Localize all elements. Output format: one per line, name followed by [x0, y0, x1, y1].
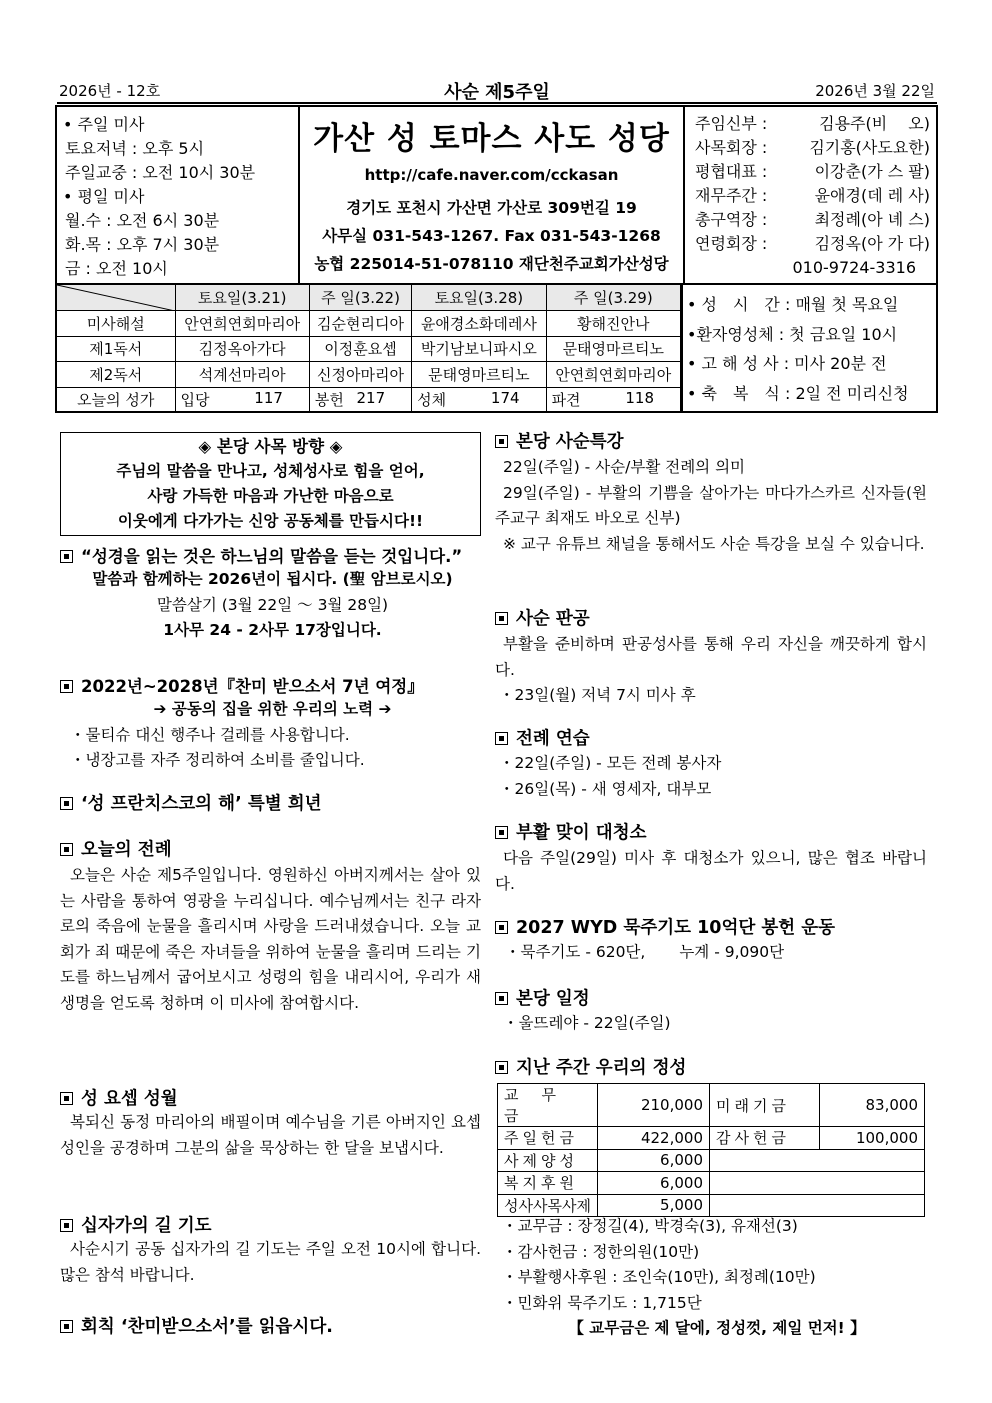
offering-amount: 83,000	[820, 1084, 925, 1127]
section-heading	[60, 1313, 485, 1338]
cross-body: 사순시기 공동 십자가의 길 기도는 주일 오전 10시에 합니다. 많은 참석 바랍니다.	[60, 1240, 481, 1284]
word-title: “성경을 읽는 것은 하느님의 말씀을 듣는 것입니다.”	[81, 547, 463, 566]
offering-label: 사제양성	[498, 1149, 598, 1172]
practice-title: 전례 연습	[516, 729, 590, 749]
table-row	[57, 311, 681, 337]
song-number: 217	[356, 389, 386, 408]
events-section	[495, 985, 927, 1037]
section-heading	[60, 790, 485, 815]
offering-amount: 6,000	[598, 1172, 710, 1195]
song-cell	[175, 387, 309, 413]
song-number: 118	[625, 389, 654, 408]
table-cell: 신정아마리아	[309, 362, 411, 388]
table-cell: 이정훈요셉	[309, 336, 411, 362]
word-sub: 말씀과 함께하는 2026년이 됩시다. (聖 암브로시오)	[92, 570, 453, 588]
mass-line: • 평일 미사	[63, 187, 145, 206]
mass-line: 금 : 오전 10시	[65, 259, 168, 278]
song-name: 성체	[417, 391, 447, 410]
table-row	[498, 1127, 925, 1150]
laudato-section	[60, 673, 485, 774]
officer-role: 연령회장 :	[695, 234, 768, 253]
officer-name: 최정례(아 녜 스)	[814, 210, 930, 229]
mass-line: • 주일 미사	[63, 115, 145, 134]
section-heading	[495, 985, 927, 1010]
officer-phone: 010-9724-3316	[792, 258, 916, 277]
sacrament-line: • 축 복 식 : 2일 전 미리신청	[687, 383, 909, 403]
donor-line: ・감사헌금 : 정한의원(10만)	[502, 1242, 700, 1261]
offering-label: 미래기금	[710, 1084, 820, 1127]
wyd-title: 2027 WYD 묵주기도 10억단 봉헌 운동	[516, 918, 836, 938]
word-section	[60, 543, 485, 644]
laudato-item: ・물티슈 대신 행주나 걸레를 사용합니다.	[70, 725, 350, 744]
lecture-line: 22일(주일) - 사순/부활 전례의 의미	[503, 458, 746, 476]
lecture-note: ※ 교구 유튜브 채널을 통해서도 사순 특강을 보실 수 있습니다.	[503, 534, 925, 553]
table-cell: 문태영마르티노	[546, 336, 680, 362]
table-row	[498, 1149, 925, 1172]
service-schedule-table	[57, 285, 681, 413]
table-row	[57, 362, 681, 388]
practice-item: ・22일(주일) - 모든 전례 봉사자	[499, 754, 722, 772]
square-bullet-icon	[60, 680, 73, 693]
table-row	[57, 387, 681, 413]
joseph-title: 성 요셉 성월	[81, 1089, 178, 1109]
church-info	[300, 107, 685, 283]
offering-amount: 5,000	[598, 1194, 710, 1217]
offering-label: 교 무 금	[498, 1084, 598, 1127]
sacrament-line: • 성 시 간 : 매월 첫 목요일	[687, 295, 899, 314]
diagonal-line	[57, 285, 175, 311]
section-heading	[495, 1054, 927, 1079]
section-heading	[495, 725, 927, 750]
table-row	[498, 1084, 925, 1127]
table-cell: 석계선마리아	[175, 362, 309, 388]
penance-section	[495, 605, 927, 709]
slogan: 【 교무금은 제 달에, 정성껏, 제일 먼저! 】	[568, 1319, 866, 1337]
bank-account: 농협 225014-51-078110 재단천주교회가산성당	[314, 255, 669, 273]
song-name: 봉헌	[314, 391, 344, 410]
section-heading	[495, 605, 927, 630]
song-name: 입당	[180, 391, 210, 410]
section-heading	[60, 673, 485, 697]
lecture-title: 본당 사순특강	[516, 432, 624, 452]
table-cell: 안연희연회마리아	[546, 362, 680, 388]
laudato-title: 2022년~2028년『찬미 받으소서 7년 여정』	[81, 677, 424, 696]
section-heading	[495, 819, 927, 844]
table-cell: 박기남보니파시오	[412, 336, 546, 362]
officer-row	[695, 232, 930, 256]
liturgy-title: 오늘의 전례	[81, 840, 172, 860]
square-bullet-icon	[60, 1219, 73, 1232]
section-heading	[60, 836, 481, 861]
offering-amount: 210,000	[598, 1084, 710, 1127]
events-title: 본당 일정	[516, 989, 590, 1009]
table-cell: 문태영마르티노	[412, 362, 546, 388]
row-label: 제1독서	[57, 336, 175, 362]
officers	[685, 107, 936, 283]
cleaning-body: 다음 주일(29일) 미사 후 대청소가 있으니, 많은 협조 바랍니다.	[495, 849, 927, 893]
song-number: 174	[490, 389, 520, 408]
square-bullet-icon	[495, 826, 508, 839]
penance-body: 부활을 준비하며 판공성사를 통해 우리 자신을 깨끗하게 합시다.	[495, 635, 927, 679]
word-period: 말씀살기 (3월 22일 ～ 3월 28일)	[156, 595, 389, 614]
offering-table	[497, 1083, 925, 1217]
officer-row	[695, 208, 930, 232]
offering-title: 지난 주간 우리의 정성	[516, 1058, 687, 1078]
office-phone: 사무실 031-543-1267. Fax 031-543-1268	[322, 227, 661, 245]
offering-amount: 100,000	[820, 1127, 925, 1150]
penance-item: ・23일(월) 저녁 7시 미사 후	[499, 686, 696, 704]
wyd-item	[495, 940, 927, 966]
word-reading: 1사무 24 - 2사무 17장입니다.	[163, 621, 382, 639]
sacrament-line: •환자영성체 : 첫 금요일 10시	[687, 324, 898, 344]
empty-cell	[710, 1149, 925, 1172]
liturgy-section	[60, 836, 481, 1016]
officer-role: 평협대표 :	[695, 162, 768, 181]
table-row	[498, 1172, 925, 1195]
officer-name: 김기홍(사도요한)	[809, 138, 930, 157]
square-bullet-icon	[495, 435, 508, 448]
mass-times	[57, 107, 300, 283]
officer-name: 윤애경(데 레 사)	[814, 186, 930, 205]
song-number: 117	[254, 389, 283, 408]
rule-title: 회칙 ‘찬미받으소서’를 읽읍시다.	[81, 1317, 333, 1337]
song-cell	[309, 387, 411, 413]
section-heading	[60, 543, 485, 567]
section-heading	[60, 1085, 481, 1110]
cleaning-section	[495, 819, 927, 897]
mission-box	[60, 432, 481, 536]
mission-line: 사랑 가득한 마음과 가난한 마음으로	[147, 487, 394, 505]
song-cell	[546, 387, 680, 413]
officer-row	[695, 160, 930, 184]
mission-line: 이웃에게 다가가는 신앙 공동체를 만듭시다!!	[117, 512, 424, 530]
diagonal-cell	[57, 285, 175, 311]
row-label: 미사해설	[57, 311, 175, 337]
mission-line: 주님의 말씀을 만나고, 성체성사로 힘을 얻어,	[116, 462, 425, 480]
penance-title: 사순 판공	[516, 609, 590, 629]
officer-role: 총구역장 :	[695, 210, 768, 229]
table-cell: 안연희연회마리아	[175, 311, 309, 337]
officer-name: 김정옥(아 가 다)	[814, 234, 930, 253]
offering-amount: 422,000	[598, 1127, 710, 1150]
practice-section	[495, 725, 927, 802]
table-cell: 김정옥아가다	[175, 336, 309, 362]
row-label: 오늘의 성가	[57, 387, 175, 413]
mission-title: ◈ 본당 사목 방향 ◈	[198, 437, 343, 456]
joseph-body: 복되신 동정 마리아의 배필이며 예수님을 기른 아버지인 요셉 성인을 공경하며 그분의 삶을 묵상하는 한 달을 보냅시다.	[60, 1113, 481, 1157]
mass-line: 토요저녁 : 오후 5시	[65, 139, 205, 158]
donor-line: ・민화위 묵주기도 : 1,715단	[502, 1293, 702, 1312]
page-title: 사순 제5주일	[444, 82, 550, 103]
square-bullet-icon	[495, 1061, 508, 1074]
laudato-sub: ➔ 공동의 집을 위한 우리의 노력 ➔	[153, 700, 392, 718]
francis-title: ‘성 프란치스코의 해’ 특별 희년	[81, 794, 322, 814]
square-bullet-icon	[60, 1320, 73, 1333]
cross-section	[60, 1212, 481, 1288]
song-cell	[412, 387, 546, 413]
section-heading	[60, 1212, 481, 1237]
header-box	[55, 105, 938, 285]
date-header: 토요일(3.28)	[412, 285, 546, 311]
table-cell: 황해진안나	[546, 311, 680, 337]
mass-line: 월.수 : 오전 6시 30분	[65, 211, 220, 230]
section-heading	[495, 428, 927, 453]
joseph-section	[60, 1085, 481, 1161]
donor-line: ・교무금 : 장정길(4), 박경숙(3), 유재선(3)	[502, 1217, 798, 1235]
cafe-link[interactable]: http://cafe.naver.com/cckasan	[364, 166, 619, 184]
date-header: 주 일(3.29)	[546, 285, 680, 311]
song-name: 파견	[551, 391, 581, 410]
square-bullet-icon	[60, 550, 73, 563]
cleaning-title: 부활 맞이 대청소	[516, 823, 647, 843]
date-header: 토요일(3.21)	[175, 285, 309, 311]
offering-label: 주일헌금	[498, 1127, 598, 1150]
church-address: 경기도 포천시 가산면 가산로 309번길 19	[346, 199, 637, 217]
officer-row	[695, 136, 930, 160]
square-bullet-icon	[60, 843, 73, 856]
cross-title: 십자가의 길 기도	[81, 1216, 212, 1236]
events-item: ・울뜨레야 - 22일(주일)	[503, 1014, 671, 1032]
laudato-item: ・냉장고를 자주 정리하여 소비를 줄입니다.	[70, 751, 365, 769]
officer-row	[695, 184, 930, 208]
sacraments-info	[681, 285, 936, 411]
liturgy-body: 오늘은 사순 제5주일입니다. 영원하신 아버지께서는 살아 있는 사람을 통하여 영광을 누리십니다. 예수님께서는 친구 라자로의 죽음에 눈물을 흘리시며 사랑을 드러내셨습니다. 오늘 교회가 죄 때문에 죽은 자녀들을 위하여 눈물을 흘리며 드리는 기도를 하느님께서 굽어보시고 성령의 힘을 내리시어, 우리가 새 생명을 얻도록 청하며 이 미사에 참여합시다.	[60, 866, 481, 1012]
officer-role: 사목회장 :	[695, 138, 768, 157]
square-bullet-icon	[60, 797, 73, 810]
officer-name: 김용주(비 오)	[819, 114, 930, 133]
sacrament-line: • 고 해 성 사 : 미사 20분 전	[687, 354, 887, 373]
square-bullet-icon	[60, 1092, 73, 1105]
table-cell: 김순현리디아	[309, 311, 411, 337]
issue-date: 2026년 3월 22일	[815, 82, 935, 100]
square-bullet-icon	[495, 921, 508, 934]
schedule-box	[55, 285, 938, 413]
empty-cell	[710, 1172, 925, 1195]
mass-line: 주일교중 : 오전 10시 30분	[65, 163, 256, 182]
square-bullet-icon	[495, 992, 508, 1005]
church-name: 가산 성 토마스 사도 성당	[313, 121, 670, 157]
offering-label: 감사헌금	[710, 1127, 820, 1150]
officer-role: 재무주간 :	[695, 186, 768, 205]
square-bullet-icon	[495, 732, 508, 745]
offering-amount: 6,000	[598, 1149, 710, 1172]
officer-role: 주임신부 :	[695, 114, 768, 133]
lecture-line: 29일(주일) - 부활의 기쁨을 살아가는 마다가스카르 신자들(원주교구 최재도 바오로 신부)	[495, 483, 927, 527]
square-bullet-icon	[495, 612, 508, 625]
row-label: 제2독서	[57, 362, 175, 388]
officer-name: 이강춘(가 스 팔)	[814, 162, 930, 181]
table-row	[57, 336, 681, 362]
table-cell: 윤애경소화데레사	[412, 311, 546, 337]
offering-label: 복지후원	[498, 1172, 598, 1195]
wyd-count: ・묵주기도 - 620단,	[505, 943, 646, 961]
wyd-total: 누계 - 9,090단	[679, 943, 785, 961]
francis-section	[60, 790, 485, 815]
offering-section	[495, 1054, 927, 1079]
issue-number: 2026년 - 12호	[59, 82, 161, 100]
date-header: 주 일(3.22)	[309, 285, 411, 311]
donor-line: ・부활행사후원 : 조인숙(10만), 최정례(10만)	[502, 1268, 816, 1286]
lecture-section	[495, 428, 927, 557]
section-heading	[495, 914, 927, 939]
top-bar	[57, 78, 937, 104]
officer-row	[695, 112, 930, 136]
wyd-section	[495, 914, 927, 966]
practice-item: ・26일(목) - 새 영세자, 대부모	[499, 779, 712, 798]
rule-section	[60, 1313, 485, 1338]
mass-line: 화.목 : 오후 7시 30분	[65, 235, 220, 254]
table-row	[57, 285, 681, 311]
offering-label: 성사사목사제	[498, 1194, 598, 1217]
donors-list	[502, 1214, 932, 1342]
